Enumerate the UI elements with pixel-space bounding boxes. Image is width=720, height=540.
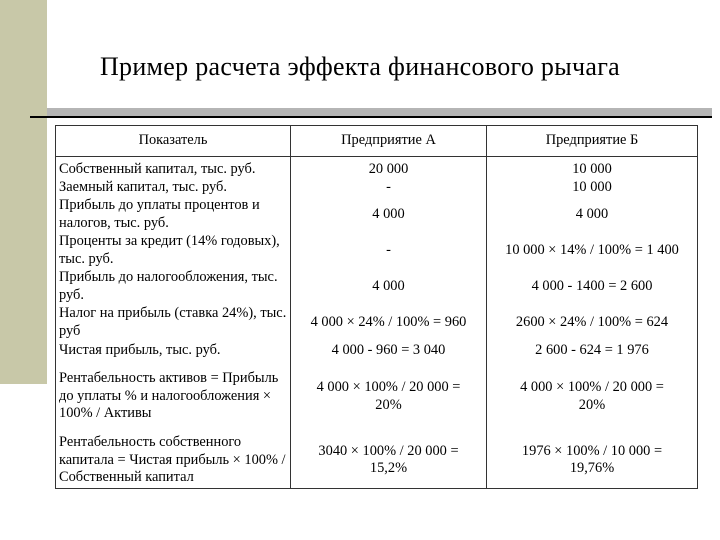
value-b: 2600 × 24% / 100% = 624 xyxy=(487,305,698,341)
value-a: 3040 × 100% / 20 000 = 15,2% xyxy=(291,433,487,489)
value-a: 4 000 - 960 = 3 040 xyxy=(291,341,487,361)
row-label: Собственный капитал, тыс. руб. xyxy=(56,157,291,179)
table-row xyxy=(56,197,698,233)
table-row xyxy=(56,305,698,341)
value-b: 4 000 - 1400 = 2 600 xyxy=(487,269,698,305)
table-row xyxy=(56,341,698,361)
row-label: Проценты за кредит (14% годовых), тыс. руб. xyxy=(56,233,291,269)
value-b: 4 000 × 100% / 20 000 = 20% xyxy=(487,361,698,433)
value-a: 4 000 × 24% / 100% = 960 xyxy=(291,305,487,341)
value-b: 2 600 - 624 = 1 976 xyxy=(487,341,698,361)
title-underline xyxy=(30,116,712,118)
table-row xyxy=(56,179,698,197)
value-a: 4 000 xyxy=(291,269,487,305)
table-row xyxy=(56,433,698,489)
value-a: - xyxy=(291,179,487,197)
header-company-b: Предприятие Б xyxy=(487,126,698,157)
value-b: 4 000 xyxy=(487,197,698,233)
value-b: 10 000 xyxy=(487,157,698,179)
value-a: 20 000 xyxy=(291,157,487,179)
row-label: Налог на прибыль (ставка 24%), тыс. руб xyxy=(56,305,291,341)
table-row xyxy=(56,269,698,305)
value-b: 10 000 xyxy=(487,179,698,197)
table-row xyxy=(56,233,698,269)
value-a: - xyxy=(291,233,487,269)
row-label: Чистая прибыль, тыс. руб. xyxy=(56,341,291,361)
slide-title: Пример расчета эффекта финансового рычага xyxy=(99,52,621,81)
row-label: Рентабельность собственного капитала = Чистая прибыль × 100% / Собственный капитал xyxy=(56,433,291,489)
header-company-a: Предприятие А xyxy=(291,126,487,157)
leverage-table xyxy=(55,125,698,489)
decorative-grey-rule xyxy=(47,108,712,116)
table-row xyxy=(56,361,698,433)
row-label: Прибыль до уплаты процентов и налогов, тыс. руб. xyxy=(56,197,291,233)
header-indicator: Показатель xyxy=(56,126,291,157)
table-row xyxy=(56,157,698,179)
value-b: 10 000 × 14% / 100% = 1 400 xyxy=(487,233,698,269)
row-label: Прибыль до налогообложения, тыс. руб. xyxy=(56,269,291,305)
value-b: 1976 × 100% / 10 000 = 19,76% xyxy=(487,433,698,489)
row-label: Рентабельность активов = Прибыль до уплаты % и налогообложения × 100% / Активы xyxy=(56,361,291,433)
row-label: Заемный капитал, тыс. руб. xyxy=(56,179,291,197)
value-a: 4 000 xyxy=(291,197,487,233)
table-header-row xyxy=(56,126,698,157)
value-a: 4 000 × 100% / 20 000 = 20% xyxy=(291,361,487,433)
